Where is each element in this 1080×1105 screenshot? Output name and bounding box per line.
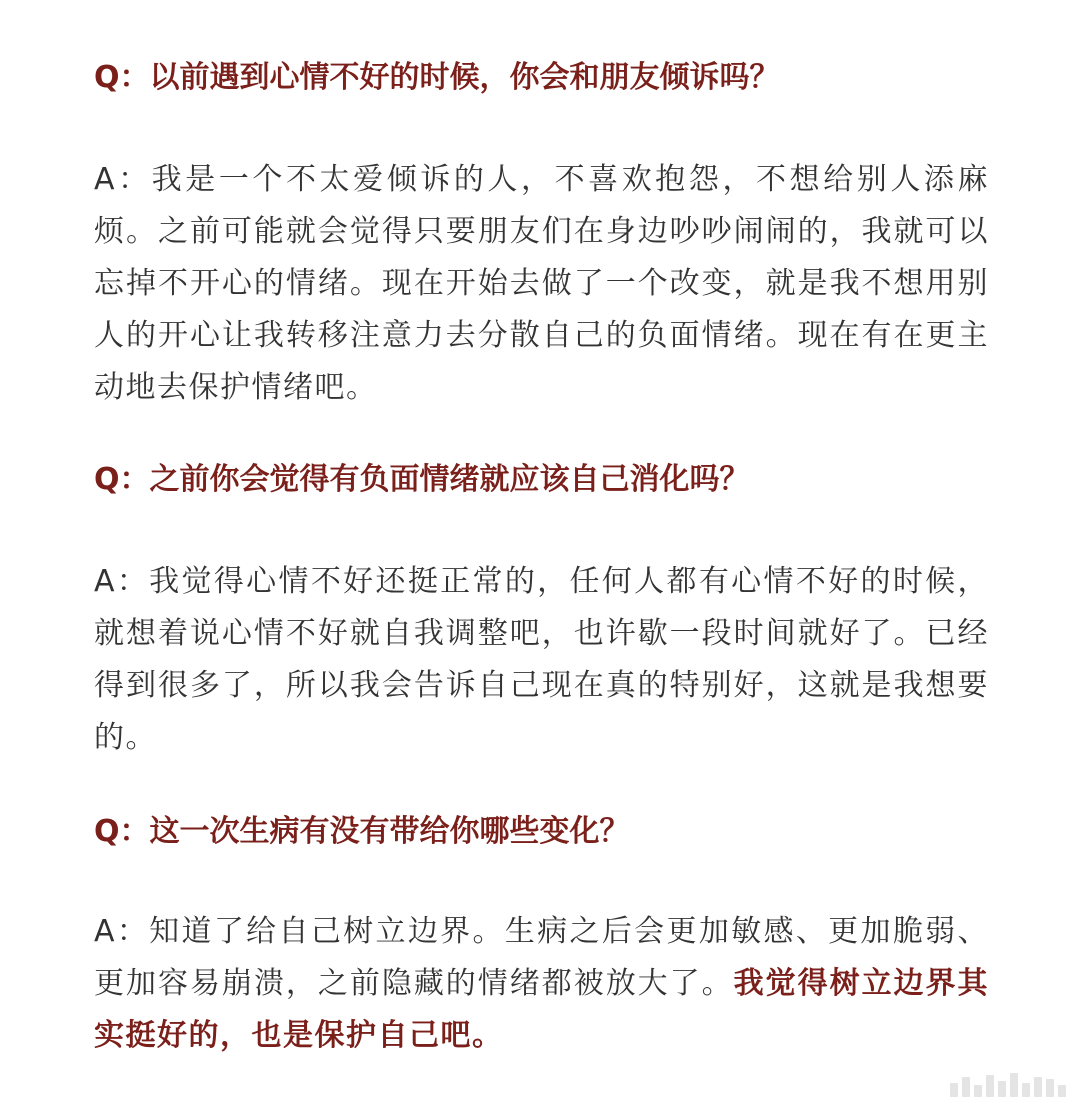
question-2: Q：之前你会觉得有负面情绪就应该自己消化吗？ — [94, 462, 750, 497]
watermark-icon — [950, 1071, 1070, 1097]
question-3: Q：这一次生病有没有带给你哪些变化？ — [94, 814, 630, 849]
answer-1: A：我是一个不太爱倾诉的人，不喜欢抱怨，不想给别人添麻烦。之前可能就会觉得只要朋友们在身边吵吵闹闹的，我就可以忘掉不开心的情绪。现在开始去做了一个改变，就是我不想用别人的开心让我转移注意力去分散自己的负面情绪。现在有在更主动地去保护情绪吧。 — [94, 162, 989, 405]
answer-3-text: A：知道了给自己树立边界。生病之后会更加敏感、更加脆弱、更加容易崩溃，之前隐藏的情绪都被放大了。 — [94, 914, 989, 1001]
answer-3 — [94, 906, 989, 1062]
answer-3-highlight: 我觉得树立边界其实挺好的，也是保护自己吧。 — [94, 966, 990, 1053]
question-1: Q：以前遇到心情不好的时候，你会和朋友倾诉吗？ — [94, 60, 780, 95]
answer-2: A：我觉得心情不好还挺正常的，任何人都有心情不好的时候，就想着说心情不好就自我调整吧，也许歇一段时间就好了。已经得到很多了，所以我会告诉自己现在真的特别好，这就是我想要的。 — [94, 564, 989, 755]
